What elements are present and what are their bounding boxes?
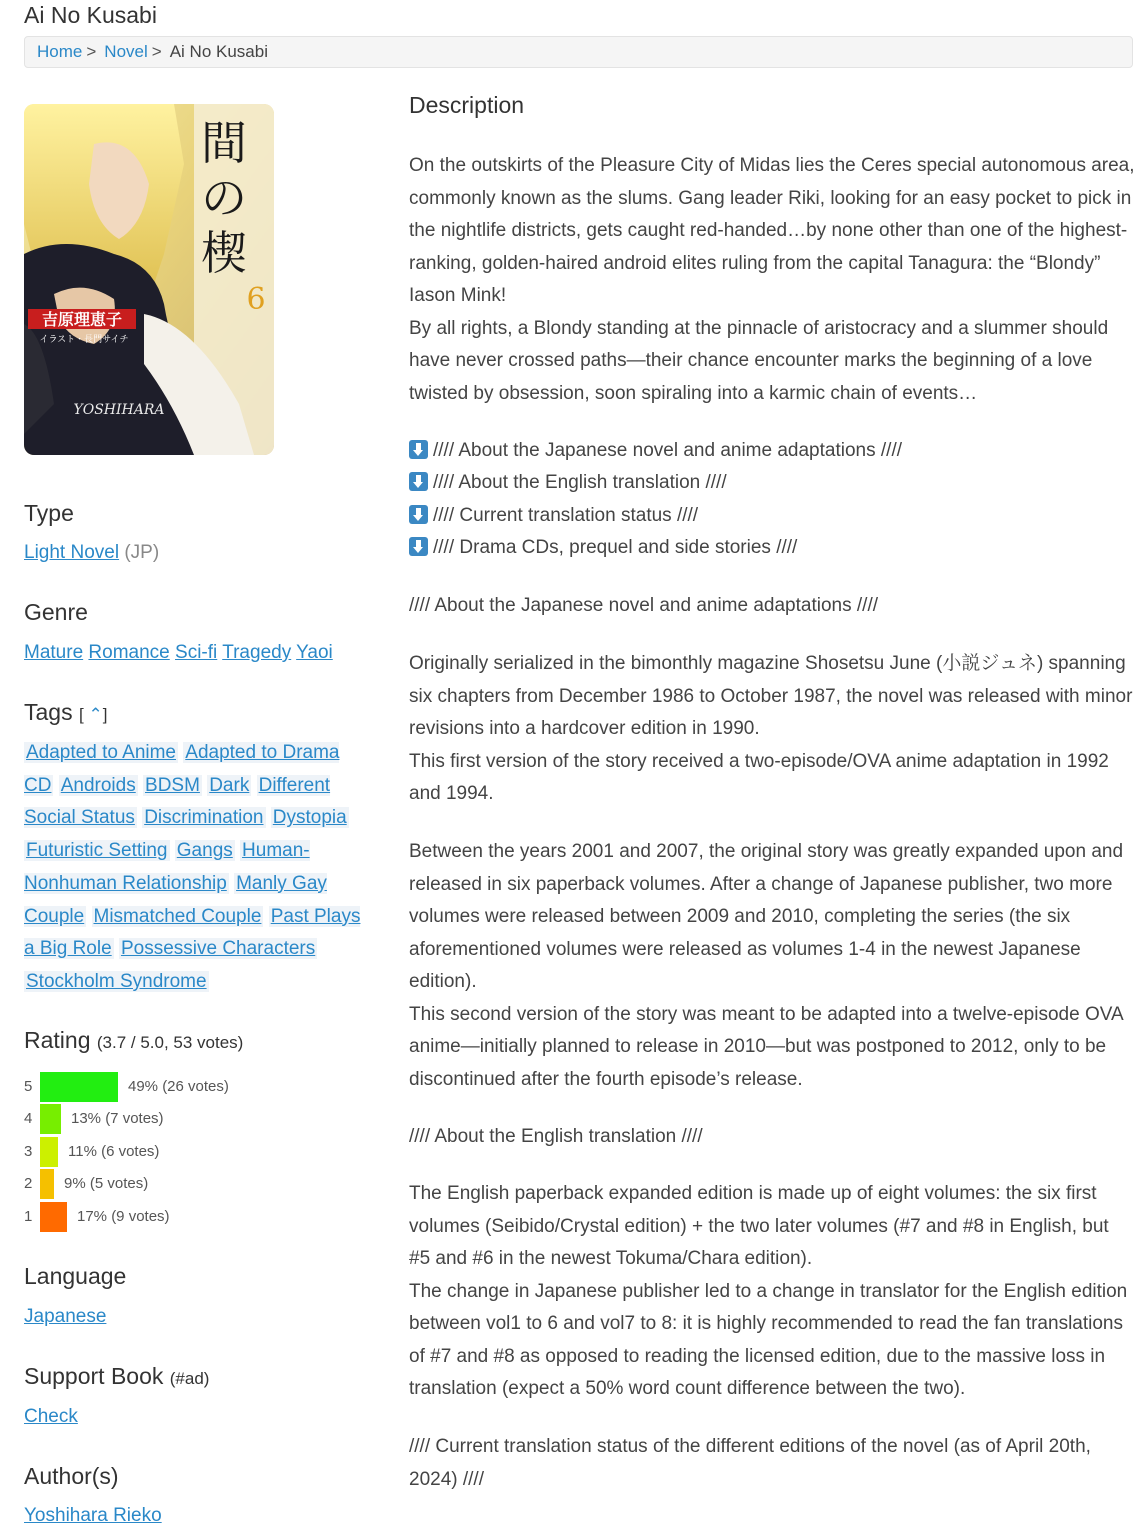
type-section [24, 537, 369, 570]
toc-link-english[interactable] [409, 467, 727, 500]
breadcrumb-novel[interactable]: Novel [104, 42, 148, 61]
section-heading-status: //// Current translation status of the different editions of the novel (as of April 20th, 2024) //// [409, 1436, 1091, 1490]
toc-label: //// Drama CDs, prequel and side stories //// [433, 537, 798, 558]
cover-image [24, 104, 274, 455]
description-paragraph: Originally serialized in the bimonthly magazine Shosetsu June (小説ジュネ) spanning six chapters from December 1986 to October 1987, the novel was released with minor revisions into a hardcover edition in 1990. [409, 653, 1133, 739]
chevron-up-icon[interactable]: ⌃ [88, 705, 103, 724]
svg-text:間: 間 [201, 116, 247, 170]
description-paragraph: This second version of the story was meant to be adapted into a twelve-episode OVA anime—initially planned to release in 2010—but was postponed to 2012, only to be discontinued after the fourth episode’s release. [409, 1003, 1123, 1090]
rating-bar [40, 1169, 54, 1199]
tag-item[interactable]: Adapted to Anime [26, 742, 176, 763]
support-section [24, 1401, 369, 1434]
rating-summary: (3.7 / 5.0, 53 votes) [96, 1033, 244, 1052]
tags-list [24, 737, 369, 999]
tag-item[interactable]: Different Social Status [24, 774, 331, 829]
author-link[interactable]: Yoshihara Rieko [24, 1505, 162, 1526]
language-link[interactable]: Japanese [24, 1306, 107, 1327]
authors-heading: Author(s) [24, 1463, 119, 1489]
rating-bar [40, 1072, 118, 1102]
toc-link-drama[interactable] [409, 532, 797, 565]
tag-item[interactable]: Gangs [176, 840, 233, 862]
support-heading-text: Support Book [24, 1363, 164, 1389]
tag-item[interactable]: Stockholm Syndrome [26, 970, 207, 992]
svg-text:楔: 楔 [201, 226, 247, 280]
toc-label: //// Current translation status //// [433, 505, 699, 526]
support-heading [24, 1363, 209, 1390]
support-ad-note: (#ad) [169, 1369, 210, 1388]
tag-item[interactable]: BDSM [145, 774, 200, 796]
description-paragraph: By all rights, a Blondy standing at the pinnacle of aristocracy and a slummer should have never crossed paths—their chance encounter marks the beginning of a love twisted by obsession, soon spiraling into a karmic chain of events… [409, 317, 1109, 404]
tag-item[interactable]: Manly Gay Couple [24, 872, 327, 927]
rating-label: 9% (5 votes) [64, 1175, 149, 1192]
breadcrumb [24, 36, 1133, 68]
genre-heading: Genre [24, 599, 88, 625]
genre-yaoi[interactable]: Yaoi [296, 642, 333, 663]
toc-label: //// About the English translation //// [433, 472, 727, 493]
japanese-section-body-1 [409, 648, 1135, 811]
tag-item[interactable]: Dark [209, 774, 250, 796]
page-title: Ai No Kusabi [24, 2, 157, 28]
description-paragraph: Between the years 2001 and 2007, the original story was greatly expanded upon and released in six paperback volumes. After a change of Japanese publisher, two more volumes were released between 2009 and 2010, completing the series (the six aforementioned volumes were released as volumes 1-4 in the newest Japanese edition). [409, 841, 1124, 992]
japanese-section-body-2 [409, 836, 1135, 1096]
svg-text:6: 6 [246, 282, 266, 317]
description-heading: Description [409, 92, 525, 118]
svg-text:イラスト・長門サイチ: イラスト・長門サイチ [39, 335, 129, 345]
rating-stars: 1 [24, 1208, 33, 1225]
english-section-body [409, 1178, 1135, 1406]
breadcrumb-separator: > [151, 42, 162, 61]
rating-label: 13% (7 votes) [71, 1110, 164, 1127]
rating-stars: 3 [24, 1143, 33, 1160]
tag-item[interactable]: Human-Nonhuman Relationship [24, 840, 310, 894]
svg-text:YOSHIHARA: YOSHIHARA [73, 402, 165, 418]
tag-item[interactable]: Adapted to Drama CD [24, 742, 340, 796]
tag-item[interactable]: Past Plays a Big Role [24, 905, 361, 960]
rating-bar [40, 1202, 67, 1232]
type-link[interactable]: Light Novel [24, 542, 120, 563]
tag-item[interactable]: Futuristic Setting [26, 840, 168, 862]
toc-link-status[interactable] [409, 500, 698, 533]
toc-label: //// About the Japanese novel and anime adaptations //// [433, 440, 902, 461]
tags-toggle-close: ] [102, 705, 108, 724]
section-heading-japanese: //// About the Japanese novel and anime adaptations //// [409, 595, 878, 616]
type-origin: (JP) [124, 542, 160, 563]
tags-heading-text: Tags [24, 699, 73, 725]
tag-item[interactable]: Discrimination [144, 807, 264, 829]
description-paragraph: The change in Japanese publisher led to a change in translator for the English edition between vol1 to 6 and vol7 to 8: it is highly recommended to read the fan translations of #7 and #8 as opposed to reading the licensed edition, due to the massive loss in translation (expect a 50% word count difference between the two). [409, 1280, 1128, 1399]
type-heading: Type [24, 500, 74, 526]
tag-item[interactable]: Possessive Characters [120, 938, 316, 960]
genre-romance[interactable]: Romance [88, 642, 170, 663]
breadcrumb-home[interactable]: Home [37, 42, 83, 61]
rating-heading [24, 1027, 243, 1054]
section-heading-english: //// About the English translation //// [409, 1126, 703, 1147]
tag-item[interactable]: Androids [60, 774, 136, 796]
tags-toggle[interactable] [79, 705, 107, 724]
genre-scifi[interactable]: Sci-fi [175, 642, 218, 663]
rating-stars: 5 [24, 1078, 33, 1095]
support-check-link[interactable]: Check [24, 1406, 78, 1427]
description-paragraph: The English paperback expanded edition is made up of eight volumes: the six first volumes (Seibido/Crystal edition) + the two later volumes (#7 and #8 in English, but #5 and #6 in the newest Tokuma/Chara edition). [409, 1183, 1109, 1269]
description-paragraph: On the outskirts of the Pleasure City of Midas lies the Ceres special autonomous area, commonly known as the slums. Gang leader Riki, looking for an easy pocket to pick in the nightlife districts, gets caught red-handed…by none other than one of the highest-ranking, golden-haired android elites ruling from the capital Tanagura: the “Blondy” Iason Mink! [409, 155, 1135, 306]
description-intro [409, 150, 1135, 410]
rating-label: 49% (26 votes) [128, 1078, 229, 1095]
tag-item[interactable]: Mismatched Couple [93, 905, 262, 927]
arrow-down-icon [409, 472, 428, 491]
authors-section [24, 1500, 369, 1533]
svg-text:の: の [201, 171, 247, 225]
arrow-down-icon [409, 505, 428, 524]
language-heading: Language [24, 1263, 127, 1289]
rating-label: 17% (9 votes) [77, 1208, 170, 1225]
tag-item[interactable]: Dystopia [272, 807, 347, 829]
tags-toggle-open: [ [78, 705, 84, 724]
tags-heading [24, 699, 107, 726]
language-section [24, 1301, 369, 1334]
arrow-down-icon [409, 537, 428, 556]
rating-heading-text: Rating [24, 1027, 91, 1053]
genre-list [24, 637, 369, 670]
breadcrumb-separator: > [86, 42, 97, 61]
rating-stars: 4 [24, 1110, 33, 1127]
arrow-down-icon [409, 440, 428, 459]
description-paragraph: This first version of the story received a two-episode/OVA anime adaptation in 1992 and 1994. [409, 750, 1109, 804]
rating-bar [40, 1104, 61, 1134]
genre-mature[interactable]: Mature [24, 642, 84, 663]
toc-link-japanese[interactable] [409, 435, 902, 468]
rating-label: 11% (6 votes) [68, 1143, 160, 1160]
svg-text:吉原理恵子: 吉原理恵子 [41, 310, 123, 329]
rating-bar [40, 1137, 58, 1167]
rating-stars: 2 [24, 1175, 33, 1192]
breadcrumb-current: Ai No Kusabi [169, 42, 268, 61]
genre-tragedy[interactable]: Tragedy [222, 642, 292, 663]
